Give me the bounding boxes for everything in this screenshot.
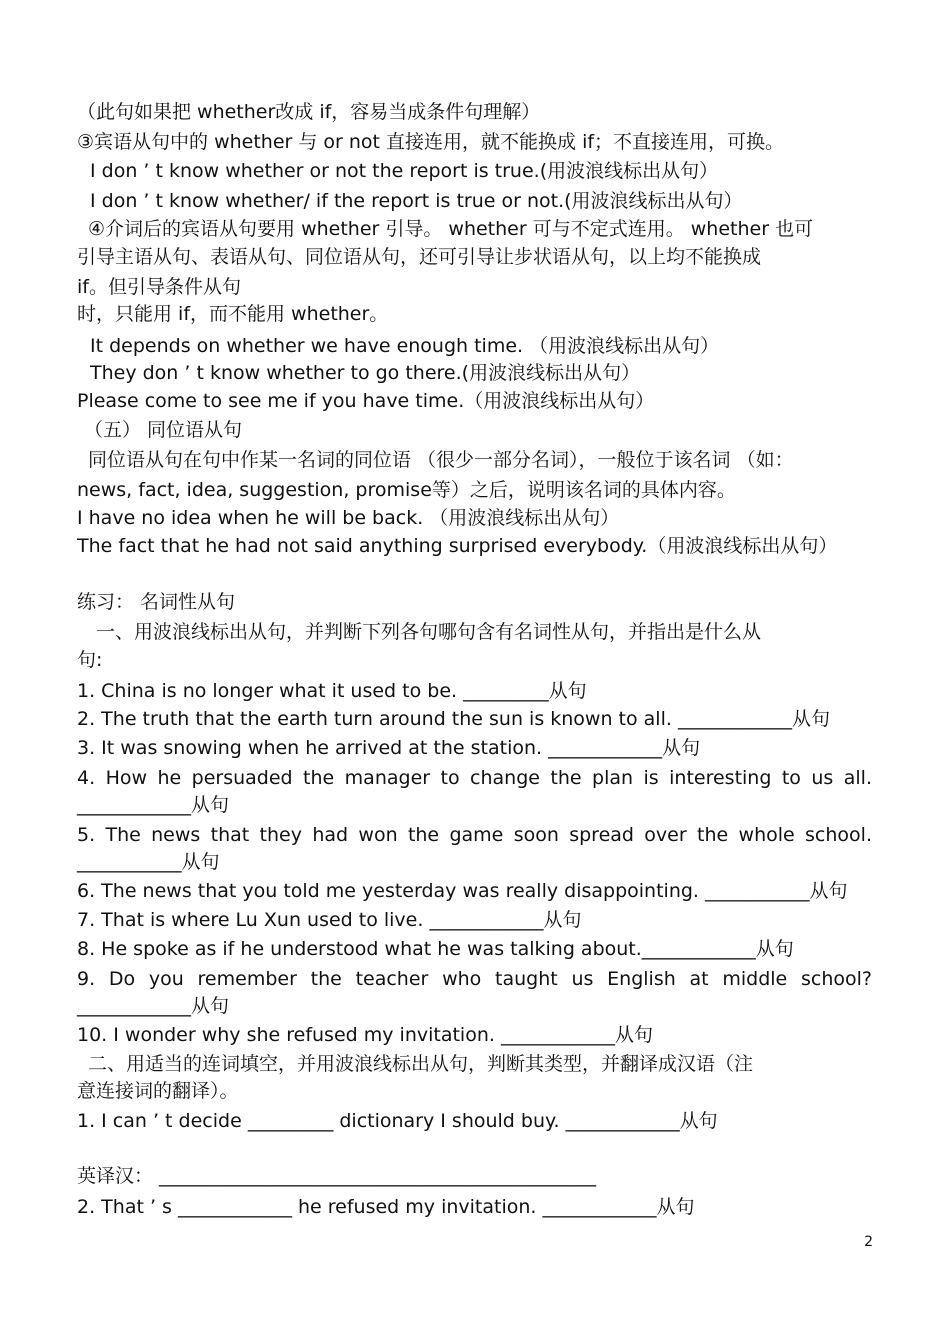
rule-3-line: ③宾语从句中的 whether 与 or not 直接连用，就不能换成 if；不直接连用，可换。 <box>77 131 785 153</box>
appositive-rule-line: 同位语从句在句中作某一名词的同位语 （很少一部分名词），一般位于该名词 （如： <box>88 449 794 471</box>
rule-4-line: ④介词后的宾语从句要用 whether 引导。 whether 可与不定式连用。 whether 也可 <box>88 218 814 240</box>
exercise-instruction: 二、用适当的连词填空，并用波浪线标出从句，判断其类型，并翻译成汉语（注 <box>88 1053 754 1075</box>
exercise-item: 5. The news that they had won the game soon spread over the whole school. <box>77 824 872 846</box>
exercise-item: 1. I can ’ t decide _________ dictionary I should buy. ____________从句 <box>77 1110 718 1132</box>
exercise-item: 8. He spoke as if he understood what he was talking about.____________从句 <box>77 938 794 960</box>
example-sentence: They don ’ t know whether to go there.(用波浪线标出从句） <box>90 362 641 384</box>
example-sentence: I don ’ t know whether or not the report is true.(用波浪线标出从句） <box>90 160 719 182</box>
example-sentence: Please come to see me if you have time.（用波浪线标出从句） <box>77 390 655 412</box>
exercise-instruction: 句: <box>77 649 103 671</box>
exercise-item: 1. China is no longer what it used to be. _________从句 <box>77 680 587 702</box>
exercise-heading: 练习： 名词性从句 <box>77 591 236 613</box>
exercise-item-blank: ____________从句 <box>77 995 230 1017</box>
exercise-item: 6. The news that you told me yesterday was really disappointing. ___________从句 <box>77 880 848 902</box>
exercise-item: 7. That is where Lu Xun used to live. ____________从句 <box>77 909 582 931</box>
translation-line: 英译汉： ______________________________________________ <box>77 1165 597 1187</box>
example-sentence: The fact that he had not said anything surprised everybody.（用波浪线标出从句） <box>77 535 838 557</box>
exercise-item-blank: ___________从句 <box>77 851 220 873</box>
example-sentence: I have no idea when he will be back. （用波浪线标出从句） <box>77 507 620 529</box>
exercise-item-blank: ____________从句 <box>77 794 230 816</box>
appositive-rule-line: news, fact, idea, suggestion, promise等）之后，说明该名词的具体内容。 <box>77 479 736 501</box>
exercise-item: 2. That ’ s ____________ he refused my invitation. ____________从句 <box>77 1196 695 1218</box>
rule-4-line: 引导主语从句、表语从句、同位语从句，还可引导让步状语从句，以上均不能换成 <box>77 246 762 268</box>
exercise-item: 3. It was snowing when he arrived at the station. ____________从句 <box>77 737 701 759</box>
exercise-item: 9. Do you remember the teacher who taught us English at middle school? <box>77 968 872 990</box>
exercise-instruction: 意连接词的翻译）。 <box>77 1080 239 1102</box>
note-line: （此句如果把 whether改成 if，容易当成条件句理解） <box>77 101 541 123</box>
rule-4-line: if。但引导条件从句 <box>77 276 241 298</box>
example-sentence: I don ’ t know whether/ if the report is true or not.(用波浪线标出从句） <box>90 190 743 212</box>
example-sentence: It depends on whether we have enough time. （用波浪线标出从句） <box>90 335 720 357</box>
rule-4-line: 时，只能用 if，而不能用 whether。 <box>77 303 389 325</box>
exercise-instruction: 一、用波浪线标出从句，并判断下列各句哪句含有名词性从句，并指出是什么从 <box>96 621 762 643</box>
page-number: 2 <box>864 1234 873 1250</box>
section-heading: （五） 同位语从句 <box>84 419 243 441</box>
exercise-item: 10. I wonder why she refused my invitation. ____________从句 <box>77 1024 653 1046</box>
exercise-item: 2. The truth that the earth turn around the sun is known to all. ____________从句 <box>77 708 830 730</box>
exercise-item: 4. How he persuaded the manager to change the plan is interesting to us all. <box>77 767 872 789</box>
